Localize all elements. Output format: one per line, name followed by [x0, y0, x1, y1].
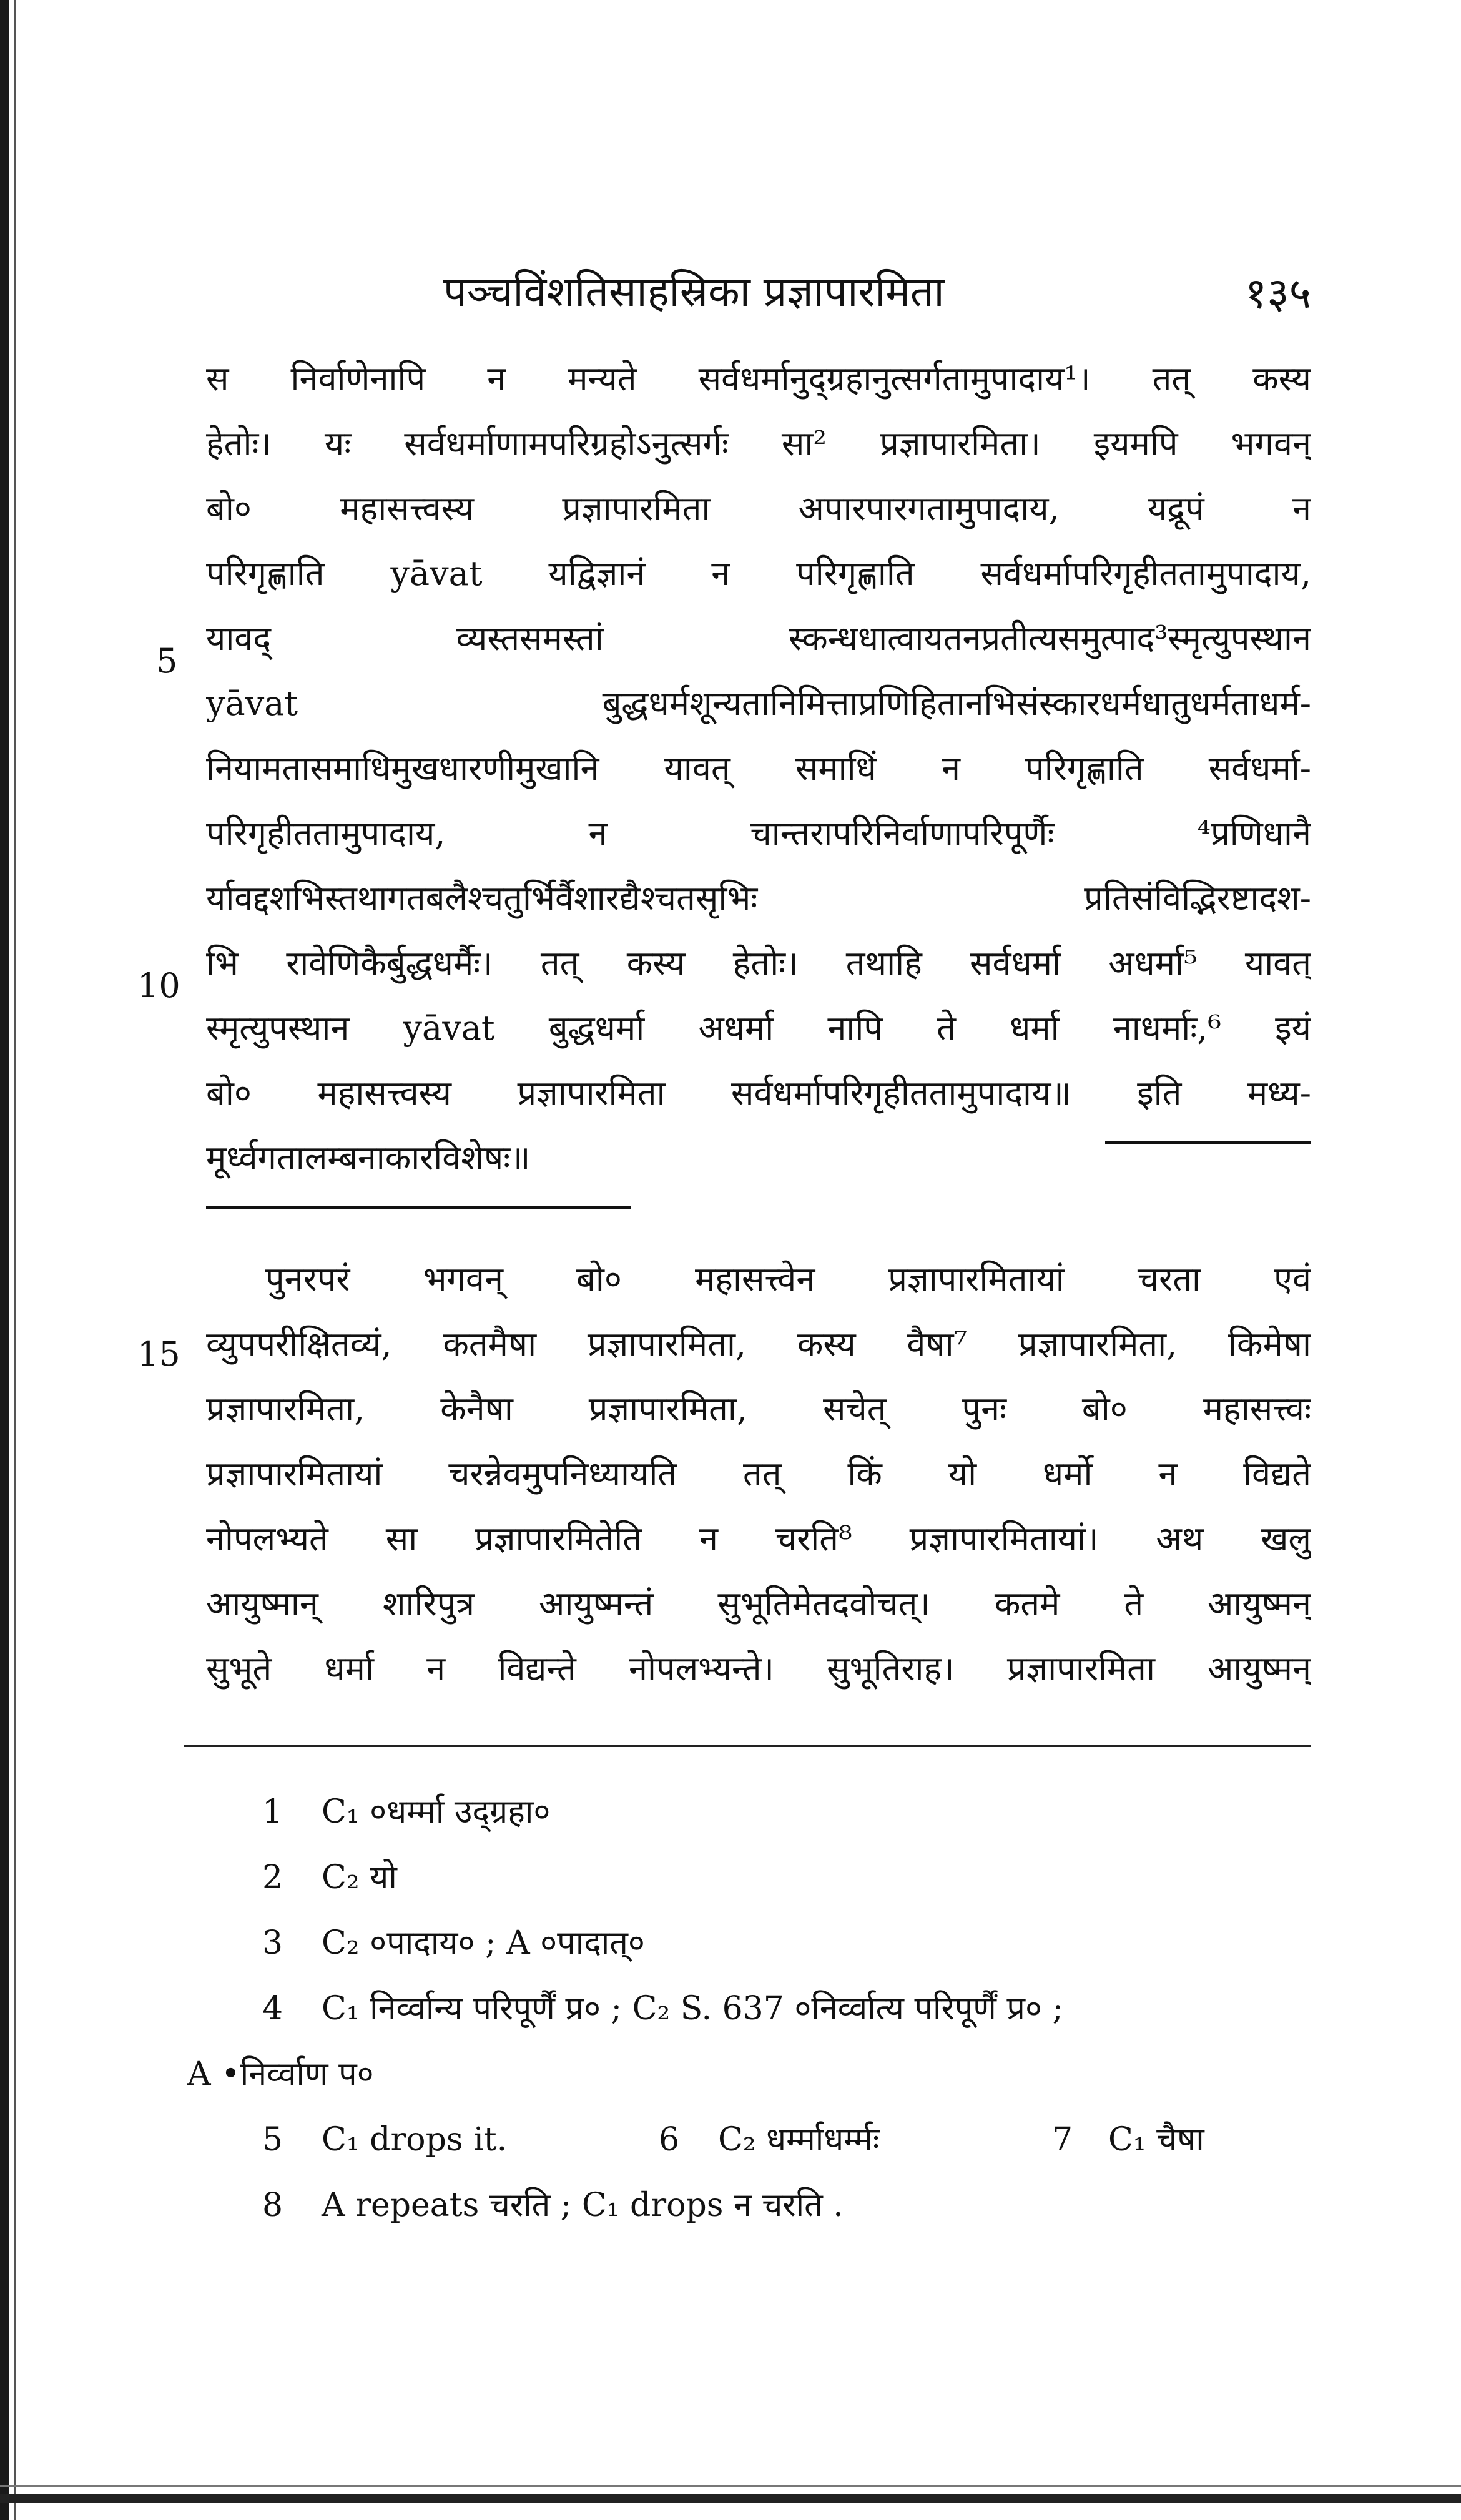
section-underline: [1105, 1141, 1311, 1144]
footnote-number: 1: [262, 1793, 283, 1831]
text-line: परिगृहीततामुपादाय, न चान्तरापरिनिर्वाणापरिपूर्णैः ⁴प्रणिधानै: [206, 814, 1311, 853]
page-edge-line: [14, 0, 16, 2520]
text-line: र्यावद्दशभिस्तथागतबलैश्चतुर्भिर्वैशारद्यैश्चतसृभिः प्रतिसंविद्भिरष्टादश-: [206, 879, 1311, 918]
paragraph-gap: [206, 1191, 1311, 1247]
text-line: हेतोः। यः सर्वधर्माणामपरिग्रहोऽनुत्सर्गः सा² प्रज्ञापारमिता। इयमपि भगवन्: [206, 424, 1311, 463]
footnote-4-continued: [187, 2042, 1311, 2107]
footnote-text: A repeats चरति ; C₁ drops न चरति .: [322, 2187, 844, 2224]
footnote-separator: [184, 1745, 1311, 1747]
footnote-text: A •निर्व्वाण प०: [187, 2055, 374, 2093]
text-line: आयुष्मान् शारिपुत्र आयुष्मन्तं सुभूतिमेतदवोचत्। कतमे ते आयुष्मन्: [206, 1584, 1311, 1623]
page-number: १३५: [1244, 269, 1311, 318]
text-line: प्रज्ञापारमितायां चरन्नेवमुपनिध्यायति तत् किं यो धर्मो न विद्यते: [206, 1454, 1311, 1494]
footnote-number: 6: [659, 2121, 680, 2158]
footnote-number: 5: [262, 2121, 283, 2158]
bottom-edge-shadow: [0, 2494, 1461, 2503]
footnote-number: 7: [1052, 2121, 1073, 2158]
text-line: सुभूते धर्मा न विद्यन्ते नोपलभ्यन्ते। सुभूतिराह। प्रज्ञापारमिता आयुष्मन्: [206, 1649, 1311, 1688]
footnotes: [187, 1779, 1311, 2238]
page-header: [206, 262, 1311, 331]
footnote-text: C₁ ०धर्म्मा उद्ग्रहा०: [322, 1793, 551, 1831]
bottom-edge-line: [0, 2485, 1461, 2487]
footnote-number: 8: [262, 2187, 283, 2224]
footnote-number: 4: [262, 1990, 283, 2027]
footnote-number: 2: [262, 1859, 283, 1896]
text-line: परिगृह्णाति yāvat यद्विज्ञानं न परिगृह्णाति सर्वधर्मापरिगृहीततामुपादाय,: [206, 554, 1311, 593]
footnote-text: C₂ धर्म्माधर्म्मः: [718, 2121, 880, 2158]
text-line: व्युपपरीक्षितव्यं, कतमैषा प्रज्ञापारमिता, कस्य वैषा⁷ प्रज्ञापारमिता, किमेषा: [206, 1324, 1311, 1364]
text-line: स्मृत्युपस्थान yāvat बुद्धधर्मा अधर्मा नापि ते धर्मा नाधर्माः,⁶ इयं: [206, 1008, 1311, 1048]
footnote-4: [187, 1976, 1311, 2042]
running-title: पञ्चविंशतिसाहस्रिका प्रज्ञापारमिता: [443, 268, 945, 316]
text-line: प्रज्ञापारमिता, केनैषा प्रज्ञापारमिता, सचेत् पुनः बो० महासत्त्वः: [206, 1389, 1311, 1429]
footnote-8: [187, 2173, 1311, 2238]
text-line: यावद् व्यस्तसमस्तां स्कन्धधात्वायतनप्रतीत्यसमुत्पाद³स्मृत्युपस्थान: [206, 619, 1311, 658]
main-text: [206, 347, 1311, 1701]
footnote-text: C₂ ०पादाय० ; A ०पादात्०: [322, 1924, 645, 1962]
text-line: भि रावेणिकैर्बुद्धधर्मैः। तत् कस्य हेतोः। तथाहि सर्वधर्मा अधर्मा⁵ यावत्: [206, 943, 1311, 983]
text-line: पुनरपरं भगवन् बो० महासत्त्वेन प्रज्ञापारमितायां चरता एवं: [265, 1259, 1311, 1299]
footnote-row-5-7: [187, 2107, 1311, 2173]
line-number-10: 10: [137, 966, 180, 1005]
footnote-text: C₁ निर्व्वान्य परिपूर्णैं प्र० ; C₂ S. 637 ०निर्व्वात्य परिपूर्णैं प्र० ;: [322, 1990, 1064, 2027]
line-number-15: 15: [137, 1334, 180, 1374]
footnote-text: C₁ drops it.: [322, 2121, 508, 2158]
footnote-text: C₁ चैषा: [1108, 2121, 1204, 2158]
text-line: नोपलभ्यते सा प्रज्ञापारमितेति न चरति⁸ प्रज्ञापारमितायां। अथ खलु: [206, 1519, 1311, 1558]
text-line: बो० महासत्त्वस्य प्रज्ञापारमिता सर्वधर्मापरिगृहीततामुपादाय॥ इति मध्य-: [206, 1073, 1311, 1113]
footnote-3: [187, 1911, 1311, 1976]
text-line: स निर्वाणेनापि न मन्यते सर्वधर्मानुद्ग्रहानुत्सर्गतामुपादाय¹। तत् कस्य: [206, 359, 1311, 398]
line-number-5: 5: [156, 641, 178, 681]
footnote-2: [187, 1845, 1311, 1911]
text-line: मूर्ध्वगतालम्बनाकारविशेषः॥: [206, 1138, 531, 1178]
footnote-number: 3: [262, 1924, 283, 1962]
text-line: बो० महासत्त्वस्य प्रज्ञापारमिता अपारपारगतामुपादाय, यद्रूपं न: [206, 489, 1311, 528]
text-line: yāvat बुद्धधर्मशून्यतानिमित्ताप्रणिहितानभिसंस्कारधर्मधातुधर्मताधर्म-: [206, 684, 1311, 723]
footnote-text: C₂ यो: [322, 1859, 397, 1896]
text-line: नियामतासमाधिमुखधारणीमुखानि यावत् समाधिं न परिगृह्णाति सर्वधर्मा-: [206, 749, 1311, 788]
page-edge-shadow: [0, 0, 9, 2520]
section-underline: [206, 1206, 631, 1209]
footnote-1: [187, 1779, 1311, 1845]
